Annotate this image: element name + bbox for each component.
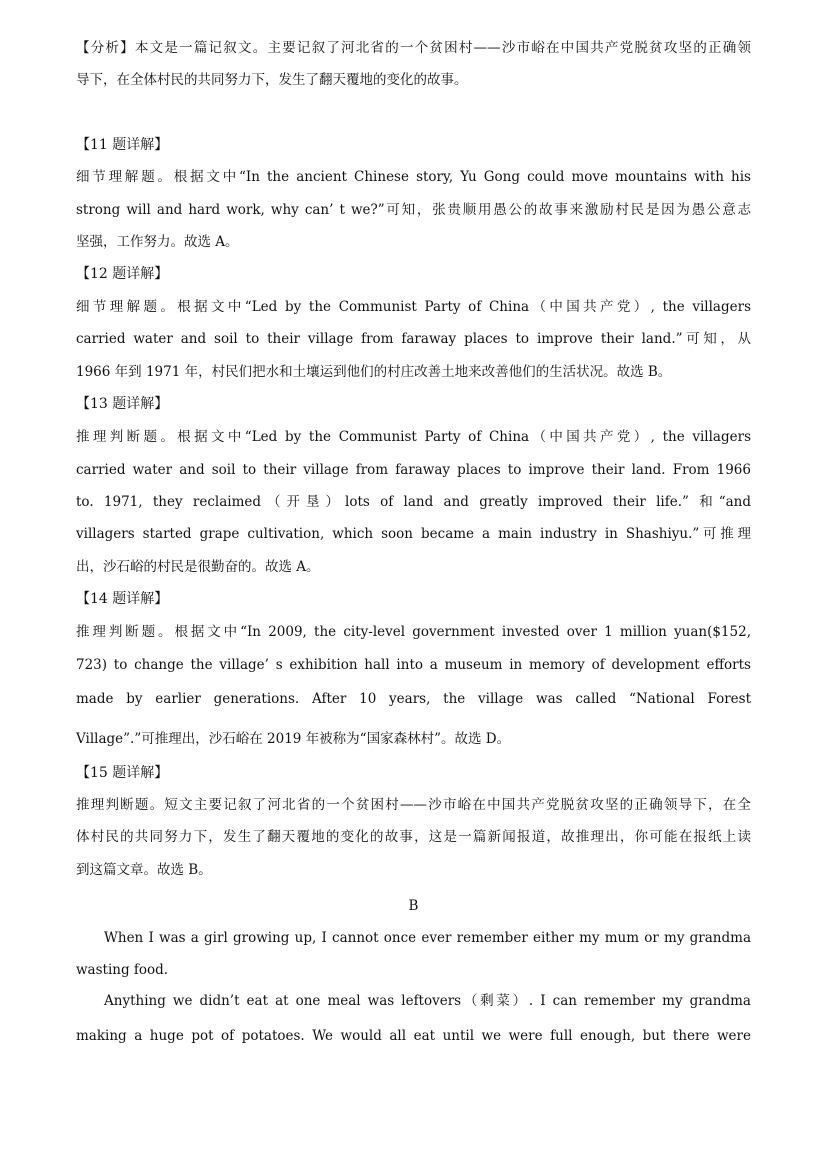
- q12-line-3: 1966 年到 1971 年，村民们把水和土壤运到他们的村庄改善土地来改善他们的生活状况。故选 B。: [76, 364, 672, 380]
- q13-line-5: 出，沙石峪的村民是很勤奋的。故选 A。: [76, 559, 320, 575]
- q14-line-1: 推理判断题。根据文中“In 2009, the city-level government invested over 1 million yuan($152,: [76, 624, 751, 640]
- q15-line-1: 推理判断题。短文主要记叙了河北省的一个贫困村——沙市峪在中国共产党脱贫攻坚的正确领导下，在全: [76, 797, 751, 813]
- q13-line-3: to. 1971, they reclaimed（开垦）lots of land and greatly improved their life.” 和“and: [76, 494, 751, 510]
- section-b-p2-line-2: making a huge pot of potatoes. We would all eat until we were full enough, but there were: [76, 1028, 751, 1044]
- q11-line-2: strong will and hard work, why can’ t we?”可知，张贵顺用愚公的故事来激励村民是因为愚公意志: [76, 202, 751, 218]
- q14-line-4: Village”.”可推理出，沙石峪在 2019 年被称为“国家森林村”。故选 D。: [76, 731, 511, 747]
- q15-heading: 【15 题详解】: [76, 765, 169, 781]
- section-b-p2-line-1: Anything we didn’t eat at one meal was leftovers（剩菜）. I can remember my grandma: [104, 993, 751, 1009]
- q14-line-3: made by earlier generations. After 10 years, the village was called “National Forest: [76, 691, 751, 707]
- q15-line-2: 体村民的共同努力下，发生了翻天覆地的变化的故事，这是一篇新闻报道，故推理出，你可能在报纸上读: [76, 829, 751, 845]
- q14-line-2: 723) to change the village’ s exhibition hall into a museum in memory of development efforts: [76, 657, 751, 673]
- q11-heading: 【11 题详解】: [76, 137, 169, 153]
- section-b-p1-line-1: When I was a girl growing up, I cannot once ever remember either my mum or my grandma: [104, 930, 751, 946]
- q13-line-2: carried water and soil to their village from faraway places to improve their land. From 1966: [76, 462, 751, 478]
- section-b-p1-line-2: wasting food.: [76, 962, 169, 978]
- q11-line-3: 坚强，工作努力。故选 A。: [76, 234, 239, 250]
- q13-heading: 【13 题详解】: [76, 396, 169, 412]
- q11-line-1: 细节理解题。根据文中“In the ancient Chinese story, Yu Gong could move mountains with his: [76, 169, 751, 185]
- q12-line-1: 细节理解题。根据文中“Led by the Communist Party of China（中国共产党）, the villagers: [76, 299, 751, 315]
- analysis-line-2: 导下，在全体村民的共同努力下，发生了翻天覆地的变化的故事。: [76, 72, 468, 88]
- q13-line-4: villagers started grape cultivation, which soon became a main industry in Shashiyu.”可推理: [76, 526, 751, 542]
- analysis-line-1: 【分析】本文是一篇记叙文。主要记叙了河北省的一个贫困村——沙市峪在中国共产党脱贫攻坚的正确领: [76, 40, 751, 56]
- section-b-title: B: [408, 898, 419, 914]
- q13-line-1: 推理判断题。根据文中“Led by the Communist Party of China（中国共产党）, the villagers: [76, 429, 751, 445]
- q14-heading: 【14 题详解】: [76, 591, 169, 607]
- q12-heading: 【12 题详解】: [76, 266, 169, 282]
- q12-line-2: carried water and soil to their village from faraway places to improve their land.”可知，从: [76, 331, 751, 347]
- q15-line-3: 到这篇文章。故选 B。: [76, 862, 212, 878]
